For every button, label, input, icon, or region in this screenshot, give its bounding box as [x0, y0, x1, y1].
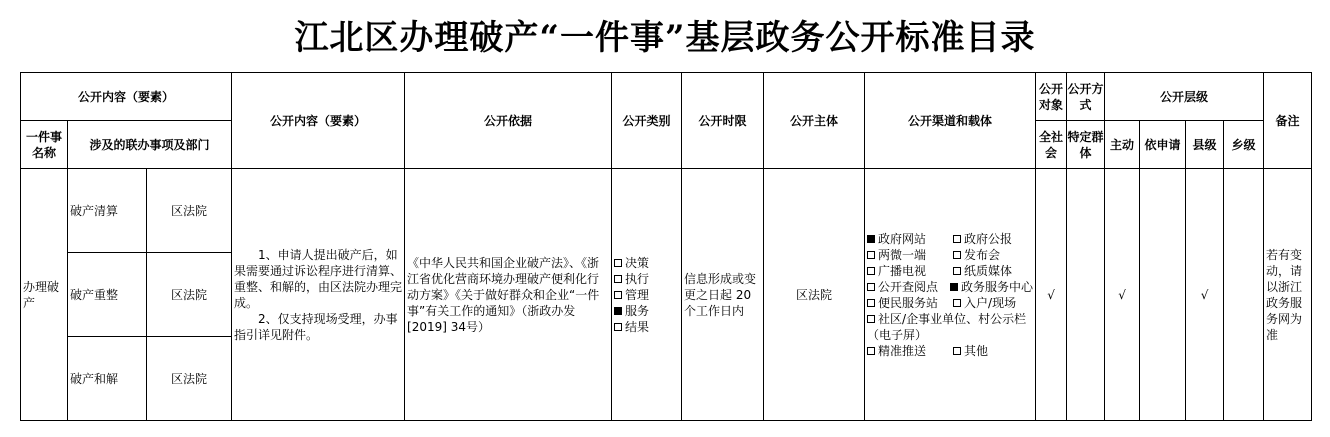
header-item-name: 一件事名称: [21, 121, 68, 169]
checkbox-icon: [614, 259, 622, 267]
check-county: √: [1186, 169, 1224, 421]
subitem-name: 破产重整: [68, 253, 147, 337]
category-option: 管理: [614, 287, 679, 303]
channel-cell: [865, 169, 1036, 421]
checkbox-icon: [867, 299, 875, 307]
subitem-dept: 区法院: [147, 253, 232, 337]
checkbox-icon: [953, 347, 961, 355]
header-target: 公开对象: [1036, 73, 1067, 121]
subitem-name: 破产和解: [68, 337, 147, 421]
category-option: 结果: [614, 319, 679, 335]
check-on-request: [1140, 169, 1186, 421]
basis-cell: 《中华人民共和国企业破产法》、《浙江省优化营商环境办理破产便利化行动方案》《关于做好群众和企业“一件事”有关工作的通知》（浙政办发[2019] 34号）: [405, 169, 612, 421]
checkbox-icon: [867, 283, 875, 291]
check-method-specific: [1067, 169, 1105, 421]
remark-cell: 若有变动，请以浙江政务服务网为准: [1264, 169, 1312, 421]
checkbox-icon: [953, 251, 961, 259]
checkbox-checked-icon: [614, 307, 622, 315]
header-category: 公开类别: [612, 73, 682, 169]
channel-option: 入户/现场: [953, 295, 1016, 311]
channel-option: 精准推送: [867, 343, 953, 359]
header-group-content: 公开内容（要素）: [21, 73, 232, 121]
channel-option: 两微一端: [867, 247, 953, 263]
header-county: 县级: [1186, 121, 1224, 169]
header-method: 公开方式: [1067, 73, 1105, 121]
check-proactive: √: [1105, 169, 1140, 421]
checkbox-checked-icon: [950, 283, 958, 291]
checkbox-icon: [953, 235, 961, 243]
header-time-limit: 公开时限: [682, 73, 764, 169]
channel-option: 发布会: [953, 247, 1000, 263]
checkbox-icon: [867, 315, 875, 323]
subitem-dept: 区法院: [147, 169, 232, 253]
channel-option: 纸质媒体: [953, 263, 1012, 279]
header-target-all: 全社会: [1036, 121, 1067, 169]
checkbox-icon: [614, 275, 622, 283]
channel-option: 便民服务站: [867, 295, 953, 311]
header-subject: 公开主体: [764, 73, 865, 169]
catalog-table: [20, 72, 1312, 421]
checkbox-icon: [867, 251, 875, 259]
checkbox-icon: [953, 267, 961, 275]
checkbox-icon: [867, 267, 875, 275]
channel-option: 公开查阅点: [867, 279, 950, 295]
content-para-1: 1、申请人提出破产后，如果需要通过诉讼程序进行清算、重整、和解的，由区法院办理完成。: [234, 247, 403, 310]
header-township: 乡级: [1224, 121, 1264, 169]
checkbox-icon: [953, 299, 961, 307]
page-title: 江北区办理破产“一件事”基层政务公开标准目录: [294, 18, 1036, 58]
header-basis: 公开依据: [405, 73, 612, 169]
channel-option: 政府网站: [867, 231, 953, 247]
subitem-name: 破产清算: [68, 169, 147, 253]
header-proactive: 主动: [1105, 121, 1140, 169]
channel-option: 社区/企事业单位、村公示栏（电子屏）: [867, 311, 1027, 342]
channel-option: 其他: [953, 343, 988, 359]
check-target-all: √: [1036, 169, 1067, 421]
channel-option: 广播电视: [867, 263, 953, 279]
category-option: 决策: [614, 255, 679, 271]
content-cell: [232, 169, 405, 421]
checkbox-icon: [614, 323, 622, 331]
checkbox-icon: [614, 291, 622, 299]
header-content: 公开内容（要素）: [232, 73, 405, 169]
channel-option: 政府公报: [953, 231, 1012, 247]
category-option: 服务: [614, 303, 679, 319]
time-limit-cell: 信息形成或变更之日起 20 个工作日内: [682, 169, 764, 421]
header-remark: 备注: [1264, 73, 1312, 169]
header-related-items: 涉及的联办事项及部门: [68, 121, 232, 169]
header-channel: 公开渠道和载体: [865, 73, 1036, 169]
header-method-specific: 特定群体: [1067, 121, 1105, 169]
header-on-request: 依申请: [1140, 121, 1186, 169]
content-para-2: 2、仅支持现场受理，办事指引详见附件。: [234, 311, 398, 342]
category-option: 执行: [614, 271, 679, 287]
checkbox-icon: [867, 347, 875, 355]
checkbox-checked-icon: [867, 235, 875, 243]
header-level: 公开层级: [1105, 73, 1264, 121]
check-township: [1224, 169, 1264, 421]
category-cell: [612, 169, 682, 421]
subject-cell: 区法院: [764, 169, 865, 421]
subitem-dept: 区法院: [147, 337, 232, 421]
item-name-cell: 办理破产: [21, 169, 68, 421]
channel-option: 政务服务中心: [950, 279, 1033, 295]
